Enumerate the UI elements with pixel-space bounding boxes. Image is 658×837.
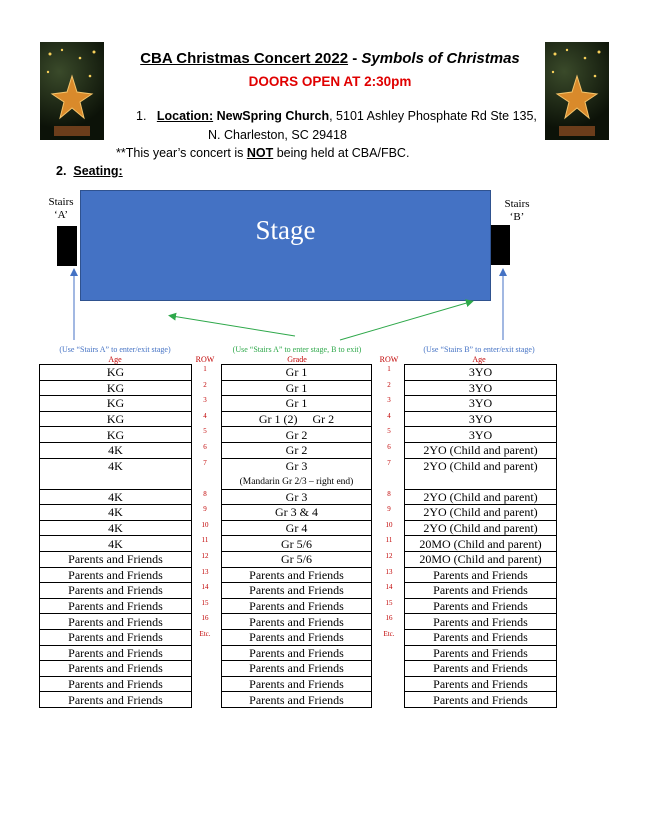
seat-cell: Parents and Friends bbox=[40, 676, 192, 692]
header-grade: Grade bbox=[287, 355, 307, 364]
table-row bbox=[222, 396, 372, 412]
table-row bbox=[40, 676, 192, 692]
table-row bbox=[40, 396, 192, 412]
seat-cell: Parents and Friends bbox=[222, 692, 372, 708]
seat-cell: Parents and Friends bbox=[40, 661, 192, 677]
row-number: 7 bbox=[387, 459, 391, 467]
table-row bbox=[405, 458, 557, 489]
table-row bbox=[405, 614, 557, 630]
table-row bbox=[40, 505, 192, 521]
seat-cell: 2YO (Child and parent) bbox=[405, 489, 557, 505]
seat-cell: 20MO (Child and parent) bbox=[405, 551, 557, 567]
seat-cell: Parents and Friends bbox=[40, 629, 192, 645]
seat-cell: Gr 2 bbox=[222, 442, 372, 458]
seat-cell: Parents and Friends bbox=[40, 598, 192, 614]
seat-cell: Parents and Friends bbox=[40, 614, 192, 630]
table-row bbox=[222, 427, 372, 443]
table-row bbox=[405, 676, 557, 692]
table-row bbox=[405, 536, 557, 552]
seat-cell: Parents and Friends bbox=[222, 598, 372, 614]
table-row bbox=[222, 442, 372, 458]
seat-cell: Parents and Friends bbox=[222, 583, 372, 599]
seat-cell: 3YO bbox=[405, 411, 557, 427]
row-number: 11 bbox=[385, 536, 393, 544]
row-number: 3 bbox=[203, 396, 207, 404]
seat-cell: 4K bbox=[40, 442, 192, 458]
location-label: Location: bbox=[156, 109, 214, 123]
table-row bbox=[405, 396, 557, 412]
seat-cell: Gr 1 bbox=[222, 365, 372, 381]
seat-cell: KG bbox=[40, 365, 192, 381]
seat-cell: 3YO bbox=[405, 396, 557, 412]
table-row bbox=[405, 598, 557, 614]
table-row bbox=[222, 629, 372, 645]
title-main: CBA Christmas Concert 2022 bbox=[140, 50, 349, 67]
table-row bbox=[40, 614, 192, 630]
seat-cell: Parents and Friends bbox=[40, 692, 192, 708]
row-number: Etc. bbox=[383, 630, 395, 638]
table-row bbox=[405, 645, 557, 661]
table-row bbox=[222, 645, 372, 661]
mandarin-note: (Mandarin Gr 2/3 – right end) bbox=[239, 476, 354, 487]
header-row-right: ROW bbox=[379, 355, 399, 364]
seat-cell: 20MO (Child and parent) bbox=[405, 536, 557, 552]
right-seating-table bbox=[404, 364, 557, 708]
row-number: Etc. bbox=[199, 630, 211, 638]
table-row bbox=[40, 551, 192, 567]
seat-cell: 4K bbox=[40, 536, 192, 552]
table-row bbox=[405, 365, 557, 381]
seat-cell: 4K bbox=[40, 505, 192, 521]
table-row bbox=[222, 458, 372, 489]
table-row bbox=[405, 505, 557, 521]
row-number: 6 bbox=[203, 443, 207, 451]
seat-cell: Gr 3 & 4 bbox=[222, 505, 372, 521]
table-row bbox=[40, 583, 192, 599]
table-row bbox=[40, 380, 192, 396]
seat-cell: Gr 5/6 bbox=[222, 536, 372, 552]
table-row bbox=[40, 365, 192, 381]
seat-cell: Parents and Friends bbox=[222, 645, 372, 661]
table-row bbox=[40, 427, 192, 443]
seat-cell: Gr 1 bbox=[222, 396, 372, 412]
row-number: 4 bbox=[203, 412, 207, 420]
arrow-center-left bbox=[172, 316, 295, 336]
row-number: 15 bbox=[201, 599, 209, 607]
table-row bbox=[405, 411, 557, 427]
table-row bbox=[222, 489, 372, 505]
seat-cell: 4K bbox=[40, 458, 192, 489]
title-separator: - bbox=[348, 50, 362, 67]
table-row bbox=[222, 661, 372, 677]
table-row bbox=[40, 629, 192, 645]
table-row bbox=[222, 614, 372, 630]
table-row bbox=[222, 536, 372, 552]
seat-cell: Parents and Friends bbox=[405, 645, 557, 661]
table-row bbox=[405, 661, 557, 677]
row-number: 2 bbox=[203, 381, 207, 389]
table-row bbox=[222, 583, 372, 599]
row-number: 8 bbox=[203, 490, 207, 498]
table-row bbox=[222, 567, 372, 583]
title-italic: Symbols of Christmas bbox=[361, 50, 520, 67]
table-row bbox=[40, 661, 192, 677]
seat-cell: Parents and Friends bbox=[405, 676, 557, 692]
seat-cell: Parents and Friends bbox=[40, 551, 192, 567]
row-number: 14 bbox=[385, 583, 393, 591]
row-number: 12 bbox=[385, 552, 393, 560]
seating-heading: 2. Seating: bbox=[56, 164, 123, 178]
table-row bbox=[40, 458, 192, 489]
location-name: NewSpring Church bbox=[216, 109, 330, 123]
table-row bbox=[405, 380, 557, 396]
seat-cell: Gr 1 bbox=[222, 380, 372, 396]
seat-cell: 2YO (Child and parent) bbox=[405, 442, 557, 458]
seat-cell: Parents and Friends bbox=[405, 598, 557, 614]
table-row bbox=[40, 411, 192, 427]
row-number: 4 bbox=[387, 412, 391, 420]
seat-cell: Parents and Friends bbox=[40, 567, 192, 583]
seat-cell: Parents and Friends bbox=[405, 661, 557, 677]
table-row bbox=[222, 411, 372, 427]
stairs-b-label: Stairs ‘B’ bbox=[504, 198, 530, 223]
row-number: 3 bbox=[387, 396, 391, 404]
seat-cell: Parents and Friends bbox=[405, 629, 557, 645]
stairs-a-label: Stairs ‘A’ bbox=[48, 196, 74, 221]
table-row bbox=[405, 427, 557, 443]
table-row bbox=[222, 676, 372, 692]
seat-cell: Parents and Friends bbox=[222, 614, 372, 630]
location-line-1: 1. Location: NewSpring Church, 5101 Ashley Phosphate Rd Ste 135, bbox=[136, 109, 537, 123]
row-number: 2 bbox=[387, 381, 391, 389]
seat-cell: 4K bbox=[40, 489, 192, 505]
table-row bbox=[40, 692, 192, 708]
row-number: 9 bbox=[387, 505, 391, 513]
doors-open-notice: DOORS OPEN AT 2:30pm bbox=[248, 74, 412, 89]
table-row bbox=[405, 567, 557, 583]
seat-cell: 3YO bbox=[405, 380, 557, 396]
center-seating-table bbox=[221, 364, 372, 708]
seat-cell: Parents and Friends bbox=[222, 567, 372, 583]
note-right: (Use “Stairs B” to enter/exit stage) bbox=[423, 345, 535, 354]
row-number: 12 bbox=[201, 552, 209, 560]
row-number: 5 bbox=[387, 427, 391, 435]
row-number: 9 bbox=[203, 505, 207, 513]
table-row bbox=[405, 692, 557, 708]
table-row bbox=[405, 551, 557, 567]
table-row bbox=[405, 583, 557, 599]
seat-cell: KG bbox=[40, 396, 192, 412]
row-number: 14 bbox=[201, 583, 209, 591]
table-row bbox=[40, 567, 192, 583]
table-row bbox=[222, 380, 372, 396]
row-number: 1 bbox=[203, 365, 207, 373]
table-row bbox=[222, 551, 372, 567]
note-center: (Use “Stairs A” to enter stage, B to exit) bbox=[232, 345, 362, 354]
seat-cell: Parents and Friends bbox=[405, 614, 557, 630]
location-address-2: N. Charleston, SC 29418 bbox=[208, 128, 347, 142]
table-row bbox=[40, 520, 192, 536]
left-seating-table bbox=[39, 364, 192, 708]
table-row bbox=[222, 598, 372, 614]
seat-cell: 2YO (Child and parent) bbox=[405, 458, 557, 489]
seat-cell: 4K bbox=[40, 520, 192, 536]
row-number: 16 bbox=[201, 614, 209, 622]
seat-cell: Parents and Friends bbox=[222, 629, 372, 645]
table-row bbox=[222, 520, 372, 536]
direction-arrows bbox=[0, 0, 658, 360]
row-number: 6 bbox=[387, 443, 391, 451]
seat-cell: 3YO bbox=[405, 427, 557, 443]
table-row bbox=[405, 489, 557, 505]
venue-note: **This year’s concert is NOT being held at CBA/FBC. bbox=[116, 146, 410, 160]
seat-cell: Parents and Friends bbox=[222, 661, 372, 677]
row-number: 10 bbox=[385, 521, 393, 529]
seat-cell: KG bbox=[40, 380, 192, 396]
row-number: 13 bbox=[201, 568, 209, 576]
table-row bbox=[40, 489, 192, 505]
seat-cell: 2YO (Child and parent) bbox=[405, 520, 557, 536]
row-number: 13 bbox=[385, 568, 393, 576]
seat-cell: KG bbox=[40, 427, 192, 443]
seat-cell: Gr 3 bbox=[222, 489, 372, 505]
header-age-right: Age bbox=[472, 355, 486, 364]
seat-cell: Gr 3 (Mandarin Gr 2/3 – right end) bbox=[222, 458, 372, 489]
seat-cell: Parents and Friends bbox=[405, 692, 557, 708]
table-row bbox=[405, 629, 557, 645]
table-row bbox=[222, 505, 372, 521]
arrow-center-right bbox=[340, 302, 470, 340]
seat-cell: Parents and Friends bbox=[40, 583, 192, 599]
row-number: 8 bbox=[387, 490, 391, 498]
seat-cell: Gr 2 bbox=[222, 427, 372, 443]
seat-cell: Gr 4 bbox=[222, 520, 372, 536]
row-number: 16 bbox=[385, 614, 393, 622]
row-number: 15 bbox=[385, 599, 393, 607]
table-row bbox=[40, 598, 192, 614]
table-row bbox=[222, 692, 372, 708]
table-row bbox=[40, 645, 192, 661]
seat-cell: Gr 1 (2) Gr 2 bbox=[222, 411, 372, 427]
seat-cell: Parents and Friends bbox=[405, 567, 557, 583]
table-row bbox=[405, 442, 557, 458]
table-row bbox=[405, 520, 557, 536]
seat-cell: Parents and Friends bbox=[40, 645, 192, 661]
seat-cell: Gr 5/6 bbox=[222, 551, 372, 567]
row-number: 5 bbox=[203, 427, 207, 435]
seat-cell: Parents and Friends bbox=[405, 583, 557, 599]
seat-cell: 3YO bbox=[405, 365, 557, 381]
row-number: 7 bbox=[203, 459, 207, 467]
header-row-left: ROW bbox=[195, 355, 215, 364]
row-number: 11 bbox=[201, 536, 209, 544]
table-row bbox=[40, 536, 192, 552]
header-age-left: Age bbox=[108, 355, 122, 364]
seat-cell: Parents and Friends bbox=[222, 676, 372, 692]
table-row bbox=[222, 365, 372, 381]
stage-label: Stage bbox=[255, 215, 316, 245]
row-number: 1 bbox=[387, 365, 391, 373]
note-left: (Use “Stairs A” to enter/exit stage) bbox=[59, 345, 171, 354]
row-number: 10 bbox=[201, 521, 209, 529]
table-row bbox=[40, 442, 192, 458]
location-address-1: , 5101 Ashley Phosphate Rd Ste 135, bbox=[329, 109, 537, 123]
seat-cell: KG bbox=[40, 411, 192, 427]
seat-cell: 2YO (Child and parent) bbox=[405, 505, 557, 521]
